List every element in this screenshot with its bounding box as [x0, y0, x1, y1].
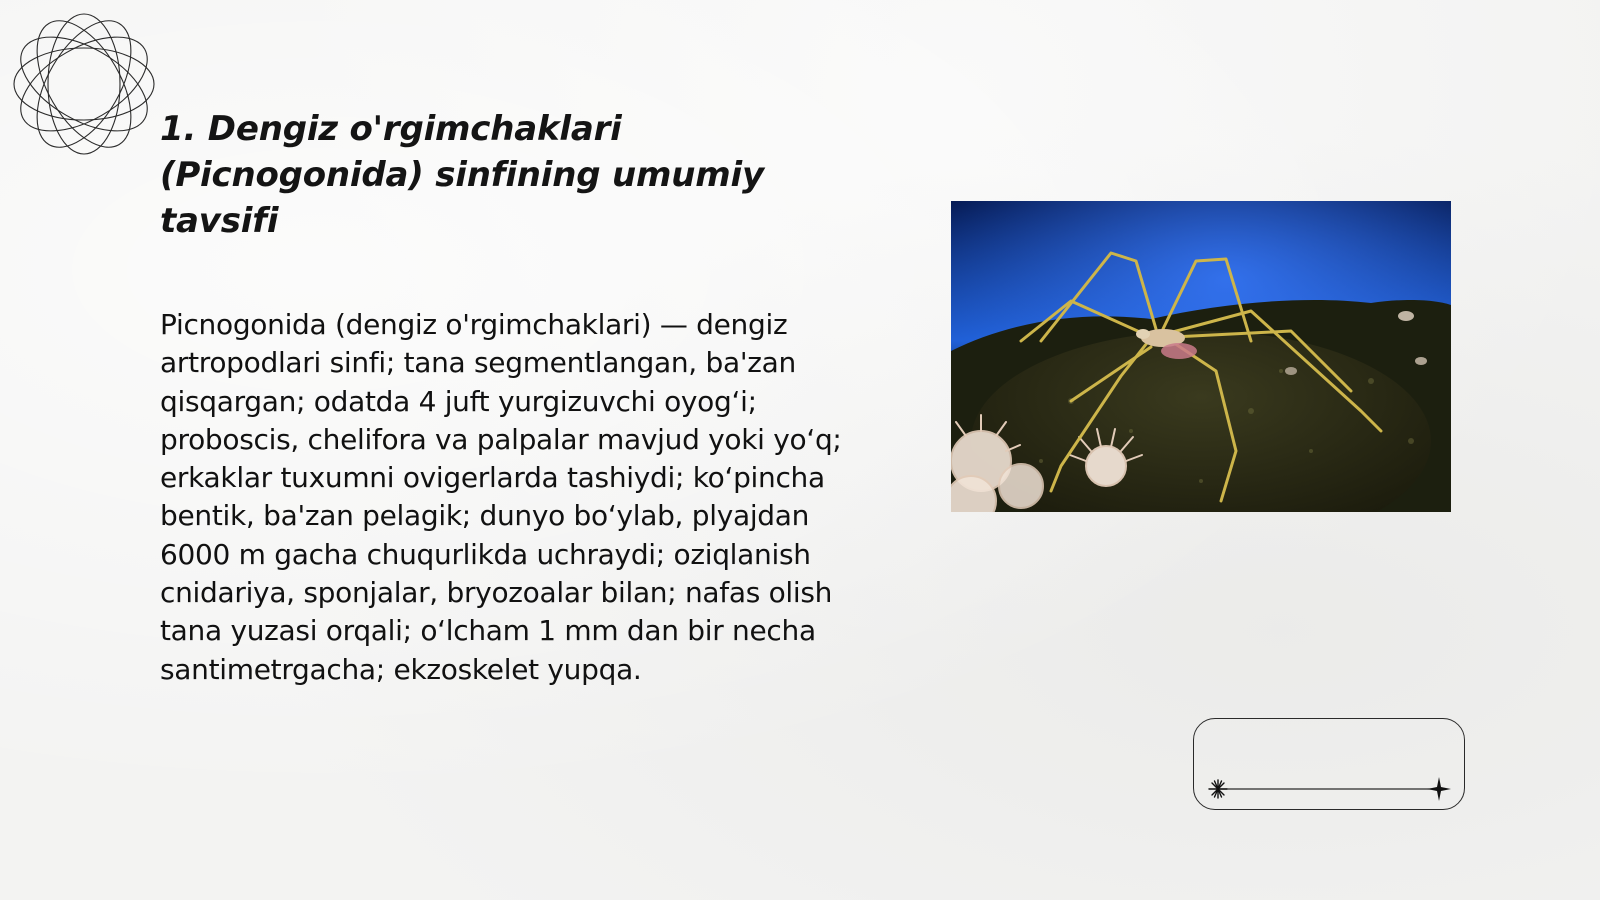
- starburst-icon: [1209, 780, 1227, 798]
- decorative-frame: [1193, 718, 1465, 810]
- slide-body-text: Picnogonida (dengiz o'rgimchaklari) — dengiz artropodlari sinfi; tana segmentlangan, ba'zan qisqargan; odatda 4 juft yurgizuvchi oyog‘i; proboscis, chelifora va palpalar mavjud yoki yo‘q; erkaklar tuxumni ovigerlarda tashiydi; ko‘pincha bentik, ba'zan pelagik; dunyo bo‘ylab, plyajdan 6000 m gacha chuqurlikda uchraydi; oziqlanish cnidariya, sponjalar, bryozoalar bilan; nafas olish tana yuzasi orqali; o‘lcham 1 mm dan bir necha santimetrgacha; ekzoskelet yupqa.: [160, 308, 842, 686]
- sea-spider-photo: [951, 201, 1451, 512]
- circular-line-ornament-icon: [10, 10, 158, 158]
- sparkle-cross-icon: [1427, 777, 1451, 801]
- slide-title: 1. Dengiz o'rgimchaklari (Picnogonida) sinfining umumiy tavsifi: [160, 109, 764, 241]
